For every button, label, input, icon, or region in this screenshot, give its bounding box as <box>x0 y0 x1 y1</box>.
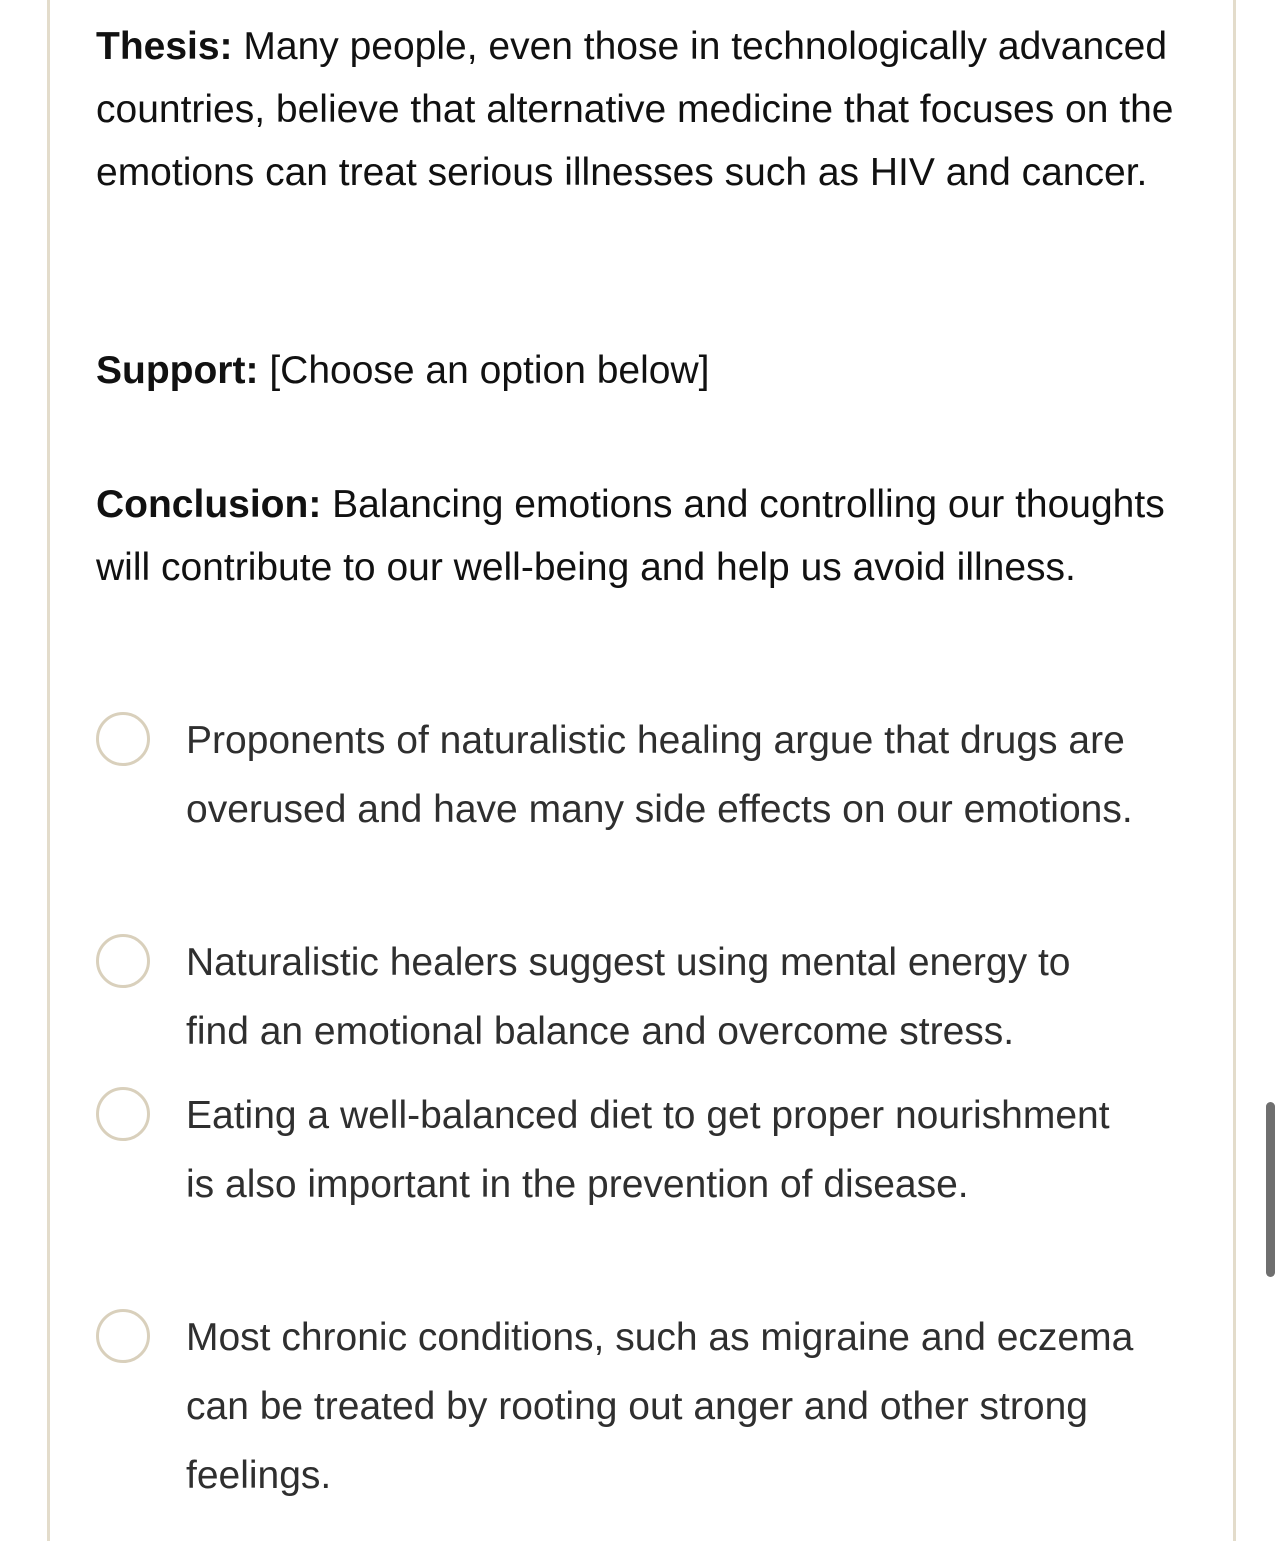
thesis-label: Thesis: <box>96 25 233 68</box>
radio-button-2[interactable] <box>96 934 150 988</box>
support-paragraph <box>96 339 1186 402</box>
thesis-paragraph <box>96 15 1186 204</box>
answer-option-2-text[interactable]: Naturalistic healers suggest using mental energy to find an emotional balance and overcome stress. <box>186 941 1071 1053</box>
thesis-text: Many people, even those in technologically advanced countries, believe that alternative medicine that focuses on the emotions can treat serious illnesses such as HIV and cancer. <box>96 25 1174 194</box>
conclusion-paragraph <box>96 473 1186 599</box>
radio-button-4[interactable] <box>96 1309 150 1363</box>
conclusion-label: Conclusion: <box>96 483 322 526</box>
answer-option-1-text[interactable]: Proponents of naturalistic healing argue that drugs are overused and have many side effects on our emotions. <box>186 719 1133 831</box>
right-border <box>1233 0 1236 1541</box>
radio-button-1[interactable] <box>96 712 150 766</box>
radio-button-3[interactable] <box>96 1087 150 1141</box>
answer-option-4-text[interactable]: Most chronic conditions, such as migraine and eczema can be treated by rooting out anger and other strong feelings. <box>186 1316 1134 1497</box>
support-text: [Choose an option below] <box>269 349 710 392</box>
conclusion-text: Balancing emotions and controlling our thoughts will contribute to our well-being and help us avoid illness. <box>96 483 1165 589</box>
answer-option-3-text[interactable]: Eating a well-balanced diet to get proper nourishment is also important in the prevention of disease. <box>186 1094 1110 1206</box>
vertical-scrollbar-thumb[interactable] <box>1266 1102 1275 1277</box>
left-border <box>0 0 50 1541</box>
support-label: Support: <box>96 349 259 392</box>
